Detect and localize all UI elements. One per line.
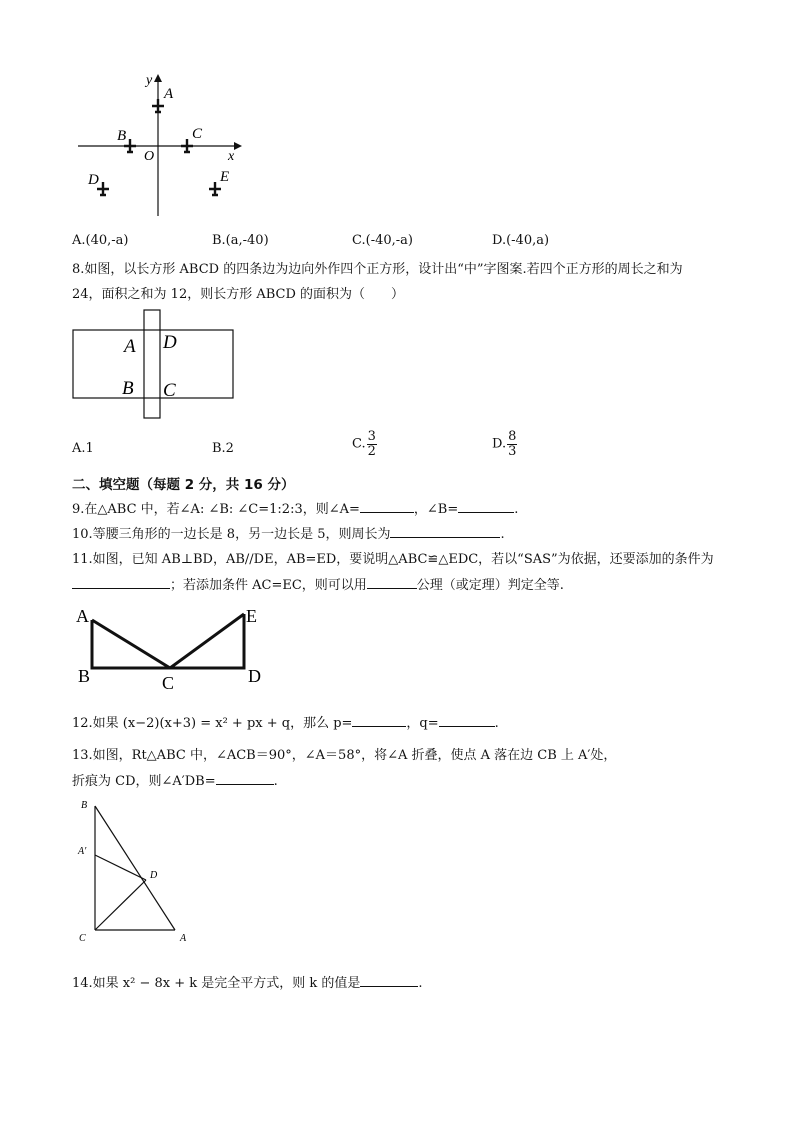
fraction-denominator: 3 xyxy=(508,443,517,459)
side-ab xyxy=(95,806,175,930)
plane-a-icon xyxy=(152,99,164,113)
point-d-label: D xyxy=(163,332,177,353)
q13-text-b: . xyxy=(273,774,278,789)
q7-option-a: A.(40,-a) xyxy=(72,233,129,248)
q12-text-c: . xyxy=(494,716,499,731)
answer-blank-p[interactable] xyxy=(352,714,406,727)
point-a-label: A xyxy=(76,606,89,626)
q7-option-b: B.(a,-40) xyxy=(212,233,269,248)
y-axis-label: y xyxy=(146,73,153,88)
origin-label: O xyxy=(144,149,155,164)
q8-option-c-prefix: C. xyxy=(352,436,366,452)
q8-line-1: 8.如图，以长方形 ABCD 的四条边为边向外作四个正方形，设计出“中”字图案.若四个正方形的周长之和为 xyxy=(72,262,683,277)
zhong-figure xyxy=(70,308,238,422)
q8-option-d xyxy=(492,430,517,458)
section-title: 二、填空题（每题 2 分，共 16 分） xyxy=(72,477,295,493)
point-d-label: D xyxy=(150,870,158,881)
folding-triangle-figure xyxy=(72,798,202,948)
q13-line-2 xyxy=(72,770,278,789)
q8-option-c xyxy=(352,430,377,458)
point-d-label: D xyxy=(248,666,261,686)
q12 xyxy=(72,712,499,731)
q11-text-a: ；若添加条件 AC=EC，则可以用 xyxy=(170,578,367,593)
q8-option-d-prefix: D. xyxy=(492,436,507,452)
q9-text-b: ，∠B= xyxy=(413,502,459,517)
fraction-3-2 xyxy=(367,430,377,458)
point-c-label: C xyxy=(192,126,203,142)
q11-text-b: 公理（或定理）判定全等. xyxy=(416,578,564,593)
fraction-numerator: 3 xyxy=(367,429,376,444)
q9 xyxy=(72,498,518,517)
q13-text-a: 折痕为 CD，则∠A′DB= xyxy=(72,774,216,789)
point-a-label: A xyxy=(124,336,136,357)
fraction-8-3 xyxy=(507,430,517,458)
q14-text-a: 14.如果 x² − 8x + k 是完全平方式，则 k 的值是 xyxy=(72,976,361,991)
point-a-label: A xyxy=(180,933,187,944)
answer-blank-angle[interactable] xyxy=(216,772,274,785)
q11-line-2 xyxy=(72,574,564,593)
q12-text-b: ，q= xyxy=(406,716,439,731)
answer-blank-angle-a[interactable] xyxy=(360,500,414,513)
point-e-label: E xyxy=(220,169,230,185)
q13-line-1: 13.如图，Rt△ABC 中，∠ACB＝90°，∠A＝58°，将∠A 折叠，使点 A 落在边 CB 上 A′处， xyxy=(72,748,617,763)
answer-blank-condition[interactable] xyxy=(72,576,170,589)
point-d-label: D xyxy=(88,172,99,188)
answer-blank-perimeter[interactable] xyxy=(390,525,500,538)
point-c-label: C xyxy=(162,673,175,692)
q9-text-c: . xyxy=(514,502,519,517)
point-a-label: A xyxy=(164,86,174,102)
segment-a-prime-d xyxy=(95,855,146,880)
coordinate-figure xyxy=(70,68,250,220)
answer-blank-angle-b[interactable] xyxy=(458,500,514,513)
answer-blank-q[interactable] xyxy=(439,714,495,727)
q8-option-b: B.2 xyxy=(212,441,234,456)
q14 xyxy=(72,972,423,991)
point-b-label: B xyxy=(122,378,134,399)
q7-option-d: D.(-40,a) xyxy=(492,233,550,248)
q12-text-a: 12.如果 (x−2)(x+3) = x² + px + q，那么 p= xyxy=(72,716,353,731)
triangles-figure xyxy=(70,600,270,692)
x-axis-arrow xyxy=(234,142,242,150)
fraction-numerator: 8 xyxy=(508,429,517,444)
point-b-label: B xyxy=(117,128,127,144)
q7-option-c: C.(-40,-a) xyxy=(352,233,413,248)
point-a-prime-label: A′ xyxy=(78,846,87,857)
point-c-label: C xyxy=(79,933,86,944)
vertical-rectangle xyxy=(144,310,160,418)
point-c-label: C xyxy=(163,380,176,401)
triangle-abc xyxy=(92,620,170,668)
answer-blank-k[interactable] xyxy=(360,974,418,987)
horizontal-rectangle xyxy=(73,330,233,398)
q10-text-a: 10.等腰三角形的一边长是 8，另一边长是 5，则周长为 xyxy=(72,527,391,542)
point-b-label: B xyxy=(78,666,91,686)
answer-blank-theorem[interactable] xyxy=(367,576,417,589)
q9-text-a: 9.在△ABC 中，若∠A: ∠B: ∠C=1:2:3，则∠A= xyxy=(72,502,360,517)
fold-line-cd xyxy=(95,880,146,930)
point-b-label: B xyxy=(81,800,88,811)
q10 xyxy=(72,523,505,542)
fraction-denominator: 2 xyxy=(367,443,376,459)
q11-line-1: 11.如图，已知 AB⊥BD，AB//DE，AB=ED，要说明△ABC≌△EDC，若以“SAS”为依据，还要添加的条件为 xyxy=(72,552,714,567)
q8-option-a: A.1 xyxy=(72,441,94,456)
q10-text-b: . xyxy=(500,527,505,542)
q14-text-b: . xyxy=(418,976,423,991)
q8-line-2: 24，面积之和为 12，则长方形 ABCD 的面积为（ ） xyxy=(72,287,405,302)
y-axis-arrow xyxy=(154,74,162,82)
triangle-edc xyxy=(170,614,244,668)
x-axis-label: x xyxy=(228,149,235,164)
point-e-label: E xyxy=(246,606,257,626)
